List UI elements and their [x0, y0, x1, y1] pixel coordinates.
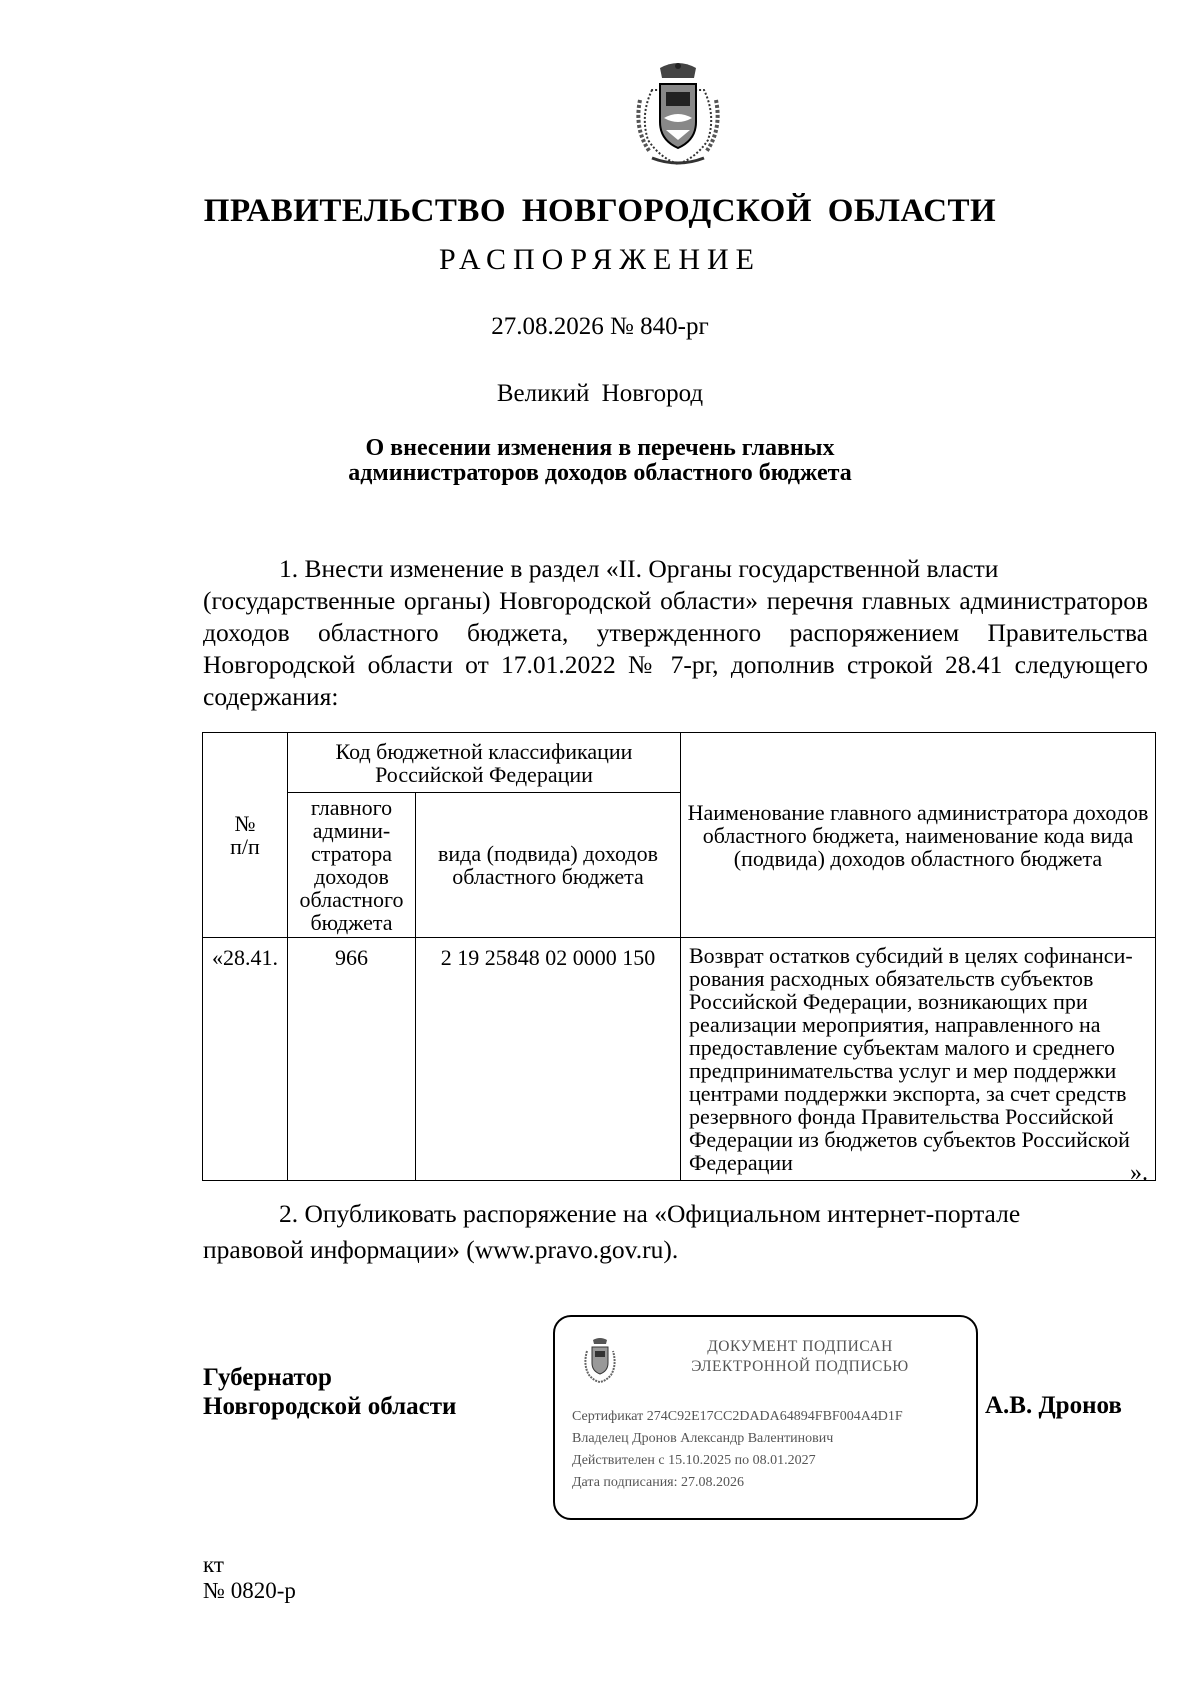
col-header-number — [203, 733, 288, 938]
closing-quote: ». — [1130, 1160, 1148, 1186]
stamp-title-line: ДОКУМЕНТ ПОДПИСАН — [707, 1338, 893, 1355]
cell-type-code: 2 19 25848 02 0000 150 — [416, 938, 681, 1181]
paragraph-2-text: правовой информации» (www.pravo.gov.ru). — [203, 1235, 679, 1264]
stamp-validity: Действителен с 15.10.2025 по 08.01.2027 — [572, 1453, 816, 1468]
document-type: РАСПОРЯЖЕНИЕ — [438, 243, 762, 276]
stamp-details — [572, 1406, 903, 1494]
government-title: ПРАВИТЕЛЬСТВО НОВГОРОДСКОЙ ОБЛАСТИ — [203, 193, 997, 229]
subject-line: администраторов доходов областного бюджета — [348, 460, 852, 486]
stamp-owner: Владелец Дронов Александр Валентинович — [572, 1431, 834, 1446]
cell-number: «28.41. — [203, 938, 288, 1181]
table-row — [203, 938, 1156, 1181]
document-date-number: 27.08.2026 № 840-рг — [491, 313, 709, 340]
signer-position — [203, 1363, 456, 1421]
amendment-table — [202, 732, 1156, 1181]
col-header-admin: главного админи-стратора доходов областного бюджета — [288, 793, 416, 938]
stamp-title — [635, 1337, 965, 1377]
col-header-type: вида (подвида) доходов областного бюджета — [416, 793, 681, 938]
signer-name: А.В. Дронов — [985, 1392, 1122, 1419]
stamp-certificate: Сертификат 274C92E17CC2DADA64894FBF004A4D1F — [572, 1409, 903, 1424]
paragraph-1-text: (государственные органы) Новгородской области» перечня главных администраторов доходов областного бюджета, утвержденного распоряжением Правительства Новгородской области от 17.01.2022 № 7-рг, дополнив строкой 28.41 следующего содержания: — [203, 586, 1148, 711]
subject-line: О внесении изменения в перечень главных — [365, 435, 835, 461]
footer-registration — [203, 1552, 296, 1604]
signer-position-line: Новгородской области — [203, 1393, 457, 1420]
paragraph-1-first-line: 1. Внести изменение в раздел «II. Органы государственной власти — [279, 554, 999, 583]
stamp-emblem-icon — [581, 1337, 619, 1383]
footer-number: № 0820-р — [203, 1578, 296, 1603]
cell-admin-code: 966 — [288, 938, 416, 1181]
paragraph-1 — [203, 553, 1148, 713]
footer-initials: кт — [203, 1552, 224, 1577]
col-header-name: Наименование главного администратора доходов областного бюджета, наименование кода вида (подвида) доходов областного бюджета — [681, 733, 1156, 938]
coat-of-arms-emblem — [630, 60, 726, 170]
signer-position-line: Губернатор — [203, 1364, 332, 1391]
stamp-signed-date: Дата подписания: 27.08.2026 — [572, 1475, 745, 1490]
stamp-title-line: ЭЛЕКТРОННОЙ ПОДПИСЬЮ — [691, 1358, 909, 1375]
col-header-number-symbol: № — [234, 811, 256, 836]
col-header-number-pp: п/п — [230, 834, 260, 859]
paragraph-2-first-line: 2. Опубликовать распоряжение на «Официальном интернет-портале — [279, 1199, 1021, 1228]
electronic-signature-stamp — [553, 1315, 978, 1520]
document-city: Великий Новгород — [496, 380, 704, 407]
cell-description: Возврат остатков субсидий в целях софинанси-рования расходных обязательств субъектов Российской Федерации, возникающих при реализации мероприятия, направленного на предоставление субъектам малого и среднего предпринимательства услуг и мер поддержки центрами поддержки экспорта, за счет средств резервного фонда Правительства Российской Федерации из бюджетов субъектов Российской Федерации — [681, 938, 1156, 1181]
document-subject — [0, 436, 1200, 486]
col-header-group: Код бюджетной классификации Российской Федерации — [288, 733, 681, 793]
paragraph-2 — [203, 1196, 1148, 1268]
